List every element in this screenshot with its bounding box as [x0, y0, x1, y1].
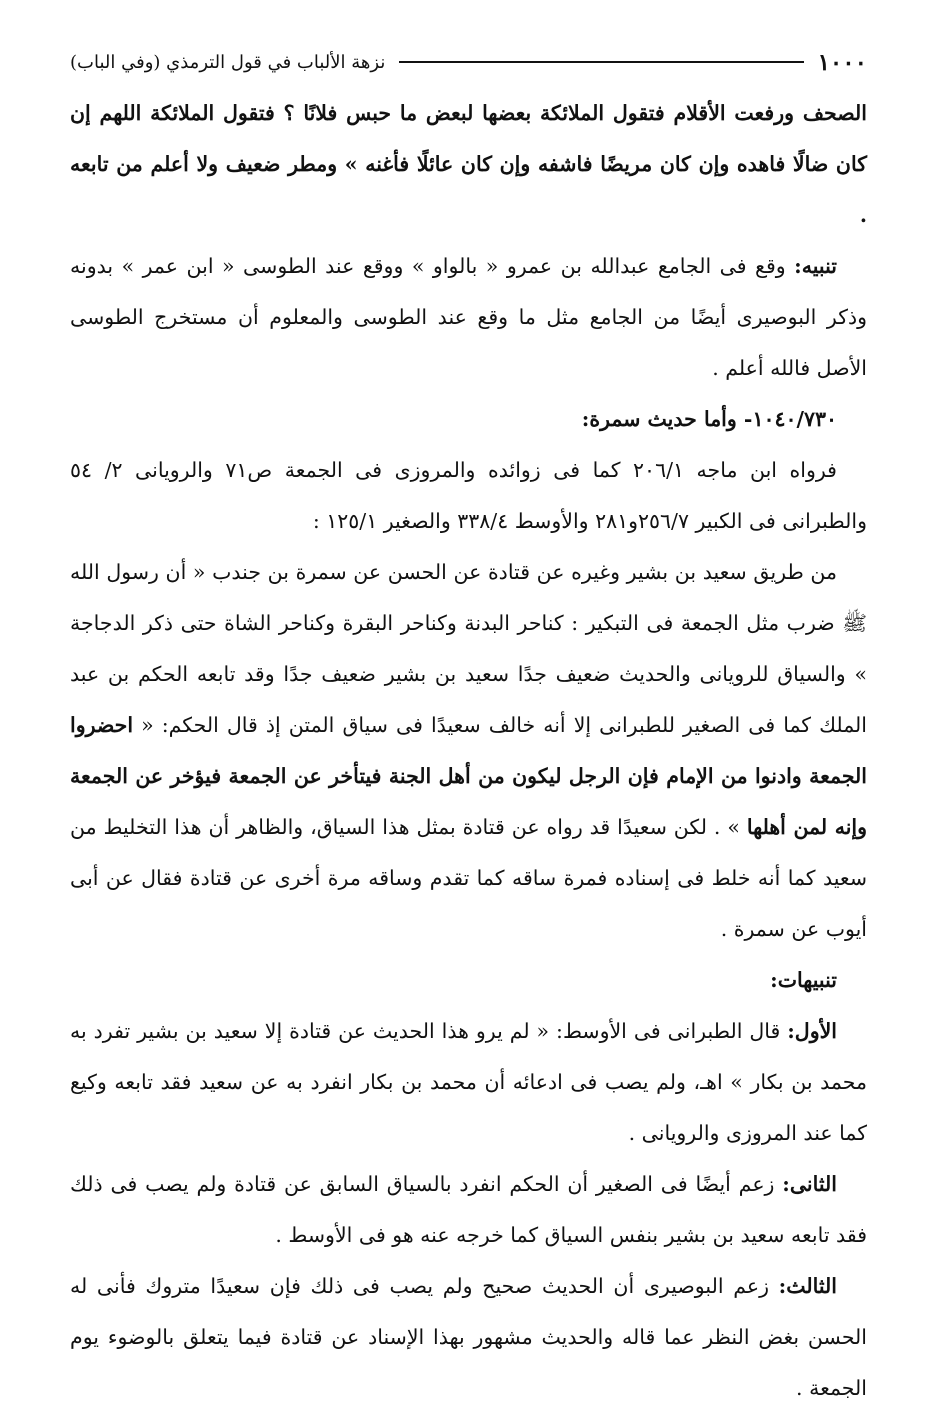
page-header: [70, 40, 867, 84]
paragraph-continuation: الصحف ورفعت الأقلام فتقول الملائكة بعضها لبعض ما حبس فلانًا ؟ فتقول الملائكة اللهم إن كان ضالًا فاهده وإن كان مريضًا فاشفه وإن كان عائلًا فأغنه » ومطر ضعيف ولا أعلم من تابعه .: [70, 101, 867, 227]
note-third: [70, 1261, 867, 1414]
note-third-text: زعم البوصيرى أن الحديث صحيح ولم يصب فى ذلك فإن سعيدًا متروك فأنى له الحسن بغض النظر عما قاله والحديث مشهور بهذا الإسناد عن قتادة فيما يتعلق بالوضوء يوم الجمعة .: [70, 1274, 867, 1400]
note-first: [70, 1006, 867, 1159]
running-title: نزهة الألباب في قول الترمذي (وفي الباب): [70, 51, 386, 73]
note-text: وقع فى الجامع عبدالله بن عمرو « بالواو » ووقع عند الطوسى « ابن عمر » بدونه وذكر البوصيرى أيضًا من الجامع مثل ما وقع عند الطوسى والمعلوم أن مستخرج الطوسى الأصل فالله أعلم .: [70, 254, 867, 380]
note-second-text: زعم أيضًا فى الصغير أن الحكم انفرد بالسياق السابق عن قتادة ولم يصب فى ذلك فقد تابعه سعيد بن بشير بنفس السياق كما خرجه عنه هو فى الأوسط .: [70, 1172, 867, 1247]
note-third-heading: الثالث:: [778, 1274, 837, 1298]
note-second-heading: الثانى:: [782, 1172, 837, 1196]
header-rule: [399, 61, 803, 63]
hadith-text-c: » . لكن سعيدًا قد رواه عن قتادة بمثل هذا السياق، والظاهر أن هذا التخليط من سعيد كما أنه خلط فى إسناده فمرة ساقه كما تقدم وساقه مرة أخرى عن قتادة فقال عن أبى أيوب عن سمرة .: [70, 815, 867, 941]
hadith-matn-bold: احضروا الجمعة وادنوا من الإمام فإن الرجل ليكون من أهل الجنة فيتأخر عن الجمعة فيؤخر عن الجمعة وإنه لمن أهلها: [70, 713, 867, 839]
note-first-text: قال الطبرانى فى الأوسط: « لم يرو هذا الحديث عن قتادة إلا سعيد بن بشير تفرد به محمد بن بكار » اهـ، ولم يصب فى ادعائه أن محمد بن بكار انفرد به عن سعيد فقد تابعه وكيع كما عند المروزى والرويانى .: [70, 1019, 867, 1145]
page-number: ١٠٠٠: [817, 48, 867, 76]
section-heading-samura: ١٠٤٠/٧٣٠- وأما حديث سمرة:: [581, 407, 837, 431]
note-heading: تنبيه:: [794, 254, 837, 278]
paragraph-hadith: [70, 547, 867, 955]
note-tanbih: [70, 241, 867, 394]
note-first-heading: الأول:: [787, 1019, 837, 1043]
paragraph-takhrij: فرواه ابن ماجه ٢٠٦/١ كما فى زوائده والمروزى فى الجمعة ص٧١ والرويانى ٢/ ٥٤ والطبرانى فى الكبير ٢٥٦/٧و٢٨١ والأوسط ٣٣٨/٤ والصغير ١٢٥/١ :: [70, 458, 867, 533]
note-second: [70, 1159, 867, 1261]
heading-tanbihat: تنبيهات:: [770, 968, 837, 992]
page-body: [70, 88, 867, 1414]
hadith-text-a: من طريق سعيد بن بشير وغيره عن قتادة عن الحسن عن سمرة بن جندب « أن رسول الله ﷺ ضرب مثل الجمعة فى التبكير : كناحر البدنة وكناحر البقرة وكناحر الشاة حتى ذكر الدجاجة » والسياق للرويانى والحديث ضعيف جدًا سعيد بن بشير ضعيف جدًا وقد تابعه الحكم بن عبد الملك كما فى الصغير للطبرانى إلا أنه خالف سعيدًا فى سياق المتن إذ قال الحكم: «: [70, 560, 867, 737]
